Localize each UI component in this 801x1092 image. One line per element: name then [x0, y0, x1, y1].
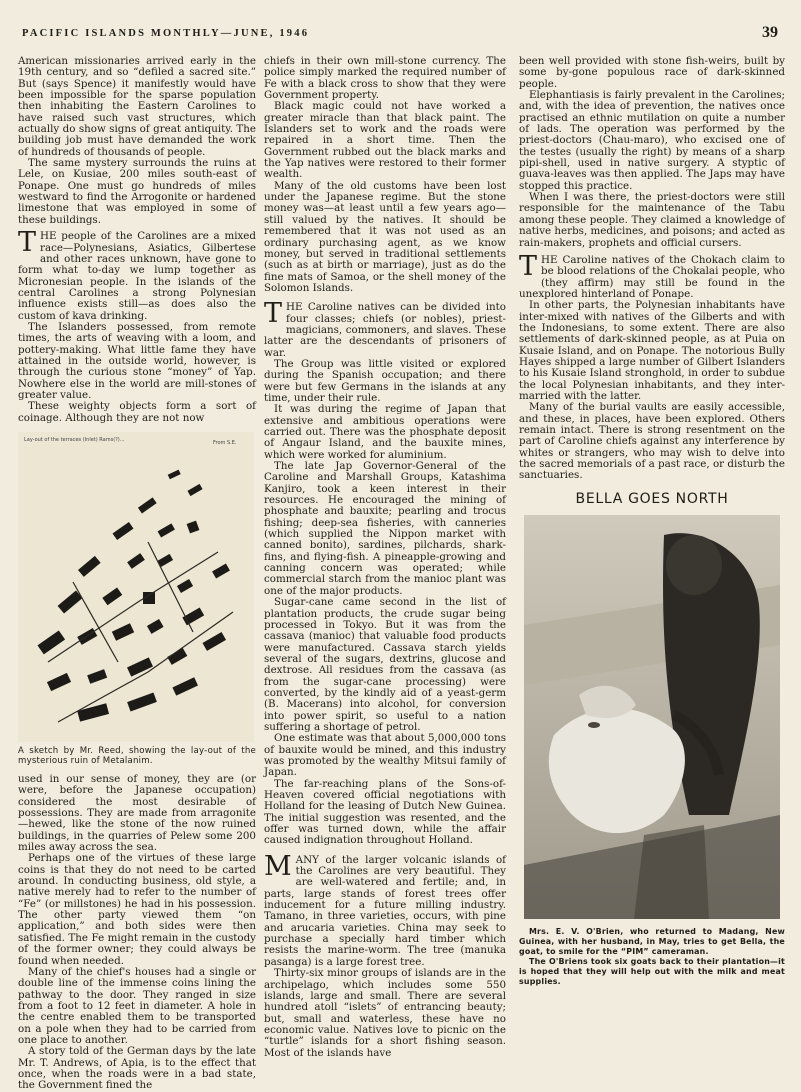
paragraph: Thirty-six minor groups of islands are in the archipelago, which includes some 550 islands, large and small. There are several hundred atoll “islets” of entrancing beauty; but, small and waterless, these have no economic value. Natives love to picnic on the “turtle” islands for a short fishing season. Most of the islands have [264, 967, 506, 1059]
running-head: PACIFIC ISLANDS MONTHLY—JUNE, 1946 [22, 28, 310, 39]
paragraph: One estimate was that about 5,000,000 tons of bauxite would be mined, and this industry was promoted by the wealthy Mitsui family of Japan. [264, 732, 506, 779]
paragraph-text: HE Caroline natives of the Chokach claim to be blood relations of the Chokalai people, who (they affirm) may still be found in the unexplored hinterland of Ponape. [519, 253, 785, 300]
paragraph-text: HE Caroline natives can be divided into four classes; chiefs (or nobles), priest-magicians, commoners, and slaves. These latter are the descendants of prisoners of war. [264, 301, 506, 359]
column-3 [519, 56, 785, 1048]
photo-caption-line-2: The O'Briens took six goats back to their plantation—it is hoped that they will help out with the milk and meat supplies. [519, 957, 785, 987]
paragraph: Many of the chief's houses had a single or double line of the immense coins lining the pathway to the door. They ranged in size from a foot to 12 feet in diameter. A hole in the centre enabled them to be transported on a pole when they had to be carried from one place to another. [18, 965, 256, 1046]
paragraph: Perhaps one of the virtues of these large coins is that they do not need to be carted around. In conducting business, old style, a native merely had to refer to the number of “Fe” (or millstones) he had in his possession. The other party viewed them “on application,” and both sides were then satisfied. The Fe might remain in the custody of the former owner; they could always be found when needed. [18, 852, 256, 967]
paragraph: These weighty objects form a sort of coinage. Although they are not now [18, 400, 256, 424]
paragraph: Black magic could not have worked a greater miracle than that black paint. The Islanders set to work and the roads were repaired in a short time. Then the Government rubbed out the black marks and the Yap natives were restored to their former wealth. [264, 100, 506, 181]
figure-note-right: From S.E. [213, 440, 237, 446]
paragraph: The Islanders possessed, from remote times, the arts of weaving with a loom, and pottery-making. What little fame they have attained in the outside world, however, is through the curious stone “money” of Yap. Nowhere else in the world are mill-stones of greater value. [18, 320, 256, 401]
section-headline: BELLA GOES NORTH [575, 490, 729, 507]
paragraph: Elephantiasis is fairly prevalent in the Carolines; and, with the idea of prevention, the natives once practised an ethnic mutilation on quite a number of lads. The operation was performed by the priest-doctors (Chau-maro), who excised one of the testes (usually the right) by means of a sharp pipi-shell, used in native surgery. A styptic of guava-leaves was then applied. The Japs may have stopped this practice. [519, 89, 785, 192]
paragraph: The far-reaching plans of the Sons-of-Heaven covered official negotiations with Holland for the leasing of Dutch New Guinea. The initial suggestion was resented, and the offer was turned down, while the affair caused indignation throughout Holland. [264, 777, 506, 847]
paragraph: In other parts, the Polynesian inhabitants have inter-mixed with natives of the Gilberts and with the Indonesians, to some extent. There are also settlements of dark-skinned people, as at Puia on Kusaie Island, and on Ponape. The notorious Bully Hayes shipped a large number of Gilbert Islanders to his Kusaie Island stronghold, in order to subdue the local Polynesian inhabitants, and they inter-married with the latter. [519, 299, 785, 402]
column-2 [264, 55, 506, 1059]
paragraph [264, 298, 506, 359]
drop-cap: T [264, 298, 283, 330]
ruin-sketch-image [18, 432, 254, 742]
drop-cap: T [18, 227, 37, 259]
paragraph: chiefs in their own mill-stone currency. The police simply marked the required number of Fe with a black cross to show that they were Government property. [264, 55, 506, 102]
paragraph: It was during the regime of Japan that extensive and ambitious operations were carried out. There was the phosphate deposit of Angaur Island, and the bauxite mines, which were worked for aluminium. [264, 403, 506, 461]
paragraph: The late Jap Governor-General of the Caroline and Marshall Groups, Katashima Kanjiro, took a keen interest in their resources. He encouraged the mining of phosphate and bauxite; pearling and trocus fishing; deep-sea fisheries, with canneries (which supplied the Nippon market with canned bonito), sardines, pilchards, shark-fins, and flying-fish. A pineapple-growing and canning concern was operated; while commercial starch from the manioc plant was one of the major products. [264, 460, 506, 597]
paragraph: A story told of the German days by the late Mr. T. Andrews, of Apia, is to the effect that once, when the roads were in a bad state, the Government fined the [18, 1045, 256, 1092]
paragraph-text: HE people of the Carolines are a mixed race—Polynesians, Asiatics, Gilbertese and other races unknown, have gone to form what to-day we lump together as Micronesian people. In the islands of the central Carolines a strong Polynesian influence exists still—as does also the custom of kava drinking. [18, 230, 256, 322]
paragraph: Many of the burial vaults are easily accessible, and these, in places, have been explored. Others remain intact. There is strong resentment on the part of Caroline chiefs against any interference by whites or strangers, who may wish to delve into the sacred memorials of a past race, or disturb the sanctuaries. [519, 401, 785, 482]
paragraph [18, 227, 256, 322]
paragraph: been well provided with stone fish-weirs, built by some by-gone populous race of dark-skinned people. [519, 55, 785, 90]
drop-cap: T [519, 250, 538, 282]
paragraph [519, 250, 785, 300]
drop-cap: M [264, 850, 292, 882]
ruin-sketch-figure [18, 432, 254, 742]
figure-note-left: Lay-out of the terraces (Inlet) Rams(?)... [24, 437, 125, 443]
paragraph: used in our sense of money, they are (or were, before the Japanese occupation) considered the most desirable of possessions. They are made from arragonite—hewed, like the stone of the now ruined buildings, in the quarries of Pelew some 200 miles away across the sea. [18, 773, 256, 854]
paragraph-text: ANY of the larger volcanic islands of the Carolines are very beautiful. They are well-watered and fertile; and, in parts, large stands of forest trees offer inducement for a future milling industry. Tamano, in three varieties, occurs, with pine and arucaria varieties. China may seek to purchase a specially hard timber which resists the marine-worm. The tree (manuka pasanga) is a large forest tree. [264, 853, 506, 968]
photo-caption [519, 927, 785, 987]
figure-caption: A sketch by Mr. Reed, showing the lay-out of the mysterious ruin of Metalanim. [18, 746, 256, 766]
paragraph: Many of the old customs have been lost under the Japanese regime. But the stone money was—at least until a few years ago—still valued by the natives. It should be remembered that it was not used as an ordinary purchasing agent, as we know money, but served in traditional settlements (such as at birth or marriage), just as do the fine mats of Samoa, or the shell money of the Solomon Islands. [264, 179, 506, 294]
paragraph [264, 850, 506, 968]
paragraph: When I was there, the priest-doctors were still responsible for the maintenance of the Tabu among these people. They claimed a knowledge of native herbs, medicines, and poisons; and acted as rain-makers, prophets and official cursers. [519, 191, 785, 249]
goat-photo [524, 515, 780, 919]
paragraph: Sugar-cane came second in the list of plantation products, the crude sugar being processed in Tokyo. But it was from the cassava (manioc) that valuable food products were manufactured. Cassava starch yields several of the sugars, dextrins, glucose and dextrose. All residues from the cassava (as from the sugar-cane processing) were converted, by the kindly aid of a yeast-germ (B. Macerans) into alcohol, for conversion into power spirit, so useful to a nation suffering a shortage of petrol. [264, 596, 506, 733]
paragraph: The Group was little visited or explored during the Spanish occupation; and there were but few Germans in the islands at any time, under their rule. [264, 357, 506, 404]
column-1 [18, 55, 256, 1092]
paragraph: The same mystery surrounds the ruins at Lele, on Kusiae, 200 miles south-east of Ponape. One must go hundreds of miles westward to find the Arrogonite or hardened limestone that was employed in some of these buildings. [18, 157, 256, 226]
page-number: 39 [762, 24, 778, 41]
paragraph: American missionaries arrived early in the 19th century, and so “defiled a sacred site.” But (says Spence) it manifestly would have been impossible for the sparse population then inhabiting the Eastern Carolines to have raised such vast structures, which actually do show signs of great antiquity. The building job must have demanded the work of hundreds of thousands of people. [18, 55, 256, 158]
goat-photo-image [524, 515, 780, 919]
photo-caption-line-1: Mrs. E. V. O'Brien, who returned to Madang, New Guinea, with her husband, in May, tries to get Bella, the goat, to smile for the “PIM” cameraman. [519, 927, 785, 957]
page-header [22, 24, 782, 46]
